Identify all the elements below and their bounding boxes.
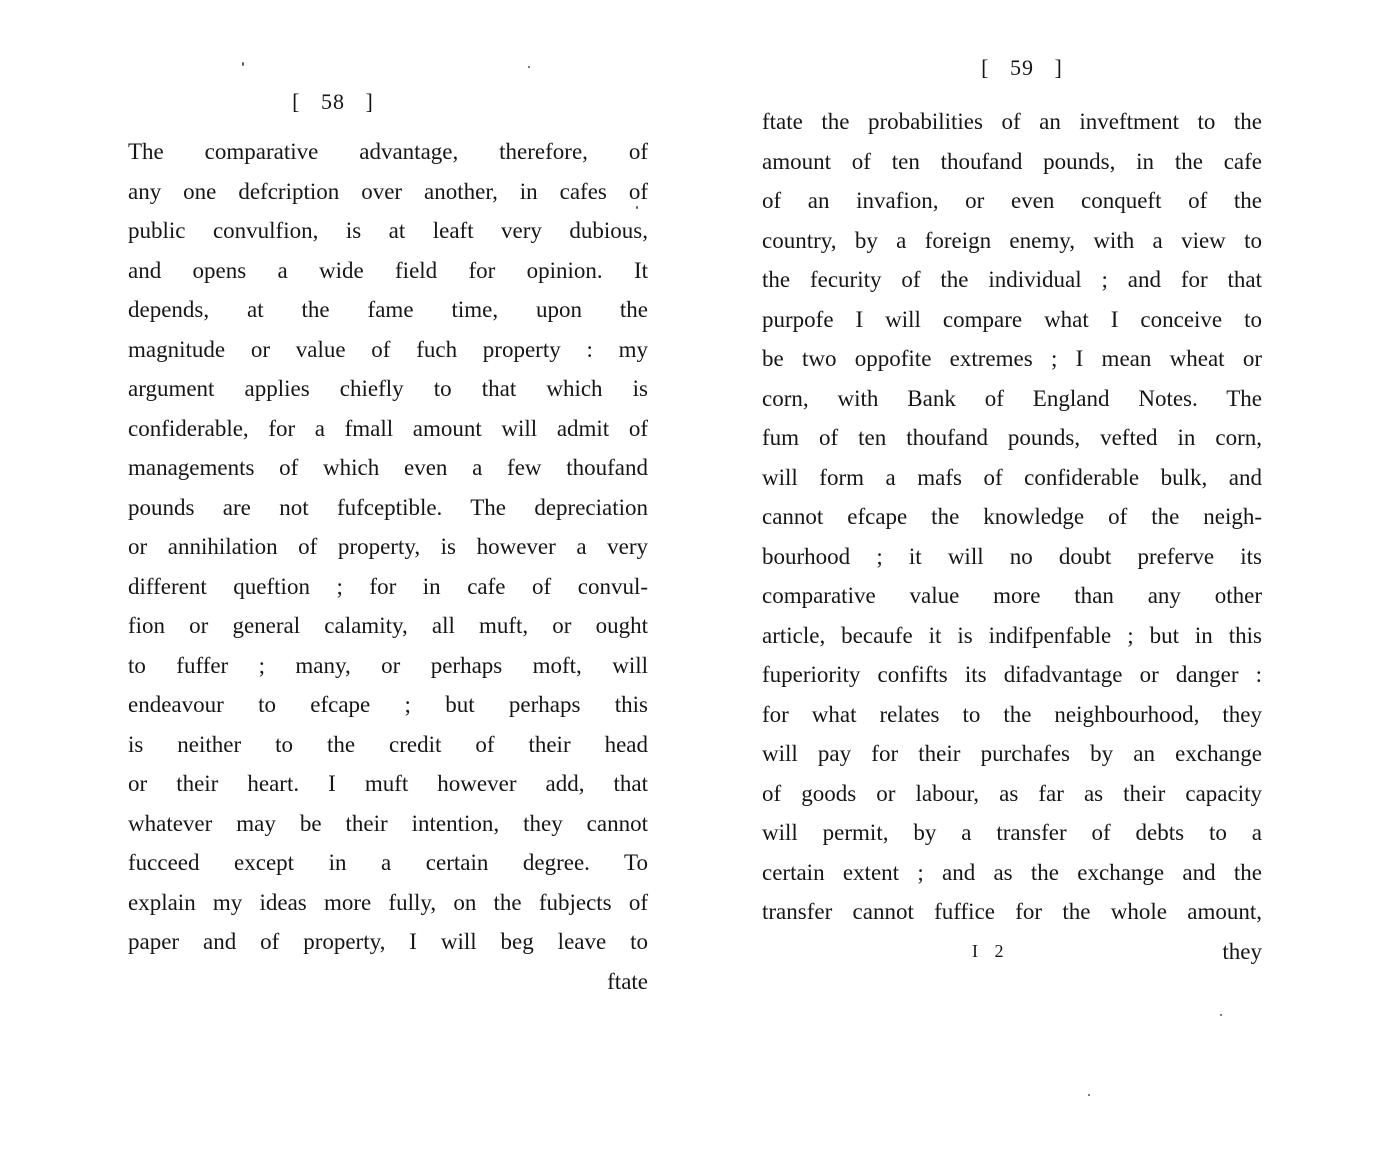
page-foot (762, 932, 1262, 971)
text-line: explain my ideas more fully, on the fubjects of (128, 889, 648, 915)
text-line: public convulfion, is at leaft very dubious, (128, 218, 648, 243)
text-line: managements of which even a few thoufand (128, 455, 648, 480)
catchword: they (1222, 938, 1262, 964)
text-line: fucceed except in a certain degree. To (128, 850, 648, 875)
text-line: is neither to the credit of their head (128, 731, 648, 757)
text-line: corn, with Bank of England Notes. The (762, 385, 1262, 411)
catchword: ftate (607, 968, 648, 994)
text-line: magnitude or value of fuch property : my (128, 336, 648, 362)
text-line: different queftion ; for in cafe of convul- (128, 573, 648, 599)
text-line: country, by a foreign enemy, with a view to (762, 227, 1262, 253)
text-line: whatever may be their intention, they cannot (128, 810, 648, 836)
text-line: will permit, by a transfer of debts to a (762, 820, 1262, 845)
text-line: transfer cannot fuffice for the whole amount, (762, 899, 1262, 924)
text-line: endeavour to efcape ; but perhaps this (128, 692, 648, 717)
text-line: for what relates to the neighbourhood, they (762, 701, 1262, 727)
page-number: [ 59 ] (981, 55, 1063, 80)
print-speck (528, 66, 530, 68)
text-line: will form a mafs of confiderable bulk, and (762, 464, 1262, 490)
text-line: paper and of property, I will beg leave to (128, 929, 648, 954)
text-line: cannot efcape the knowledge of the neigh- (762, 504, 1262, 529)
body-text (762, 102, 1262, 932)
text-line: comparative value more than any other (762, 583, 1262, 608)
text-line: of goods or labour, as far as their capacity (762, 780, 1262, 806)
print-speck (1088, 1094, 1090, 1096)
text-line: argument applies chiefly to that which is (128, 376, 648, 401)
print-speck (242, 62, 244, 66)
text-line: amount of ten thoufand pounds, in the cafe (762, 148, 1262, 174)
text-line: certain extent ; and as the exchange and the (762, 859, 1262, 885)
text-line: fum of ten thoufand pounds, vefted in corn, (762, 425, 1262, 450)
text-line: bourhood ; it will no doubt preferve its (762, 543, 1262, 569)
text-line: pounds are not fufceptible. The depreciation (128, 494, 648, 520)
text-line: depends, at the fame time, upon the (128, 297, 648, 322)
text-line: The comparative advantage, therefore, of (128, 139, 648, 164)
text-line: purpofe I will compare what I conceive to (762, 306, 1262, 332)
page-foot (128, 962, 648, 1001)
text-line: of an invafion, or even conqueft of the (762, 188, 1262, 213)
page-number: [ 58 ] (292, 89, 374, 114)
text-line: and opens a wide field for opinion. It (128, 257, 648, 283)
text-line: any one defcription over another, in cafes of (128, 178, 648, 204)
left-page (128, 84, 648, 1001)
right-page (762, 50, 1262, 971)
text-line: or annihilation of property, is however a very (128, 534, 648, 559)
text-line: fion or general calamity, all muft, or ought (128, 613, 648, 638)
text-line: ftate the probabilities of an inveftment to the (762, 109, 1262, 134)
print-speck (636, 206, 638, 209)
text-line: the fecurity of the individual ; and for that (762, 267, 1262, 292)
text-line: fuperiority confifts its difadvantage or danger : (762, 662, 1262, 687)
signature-mark: I 2 (972, 940, 1010, 961)
print-speck (1220, 1014, 1222, 1016)
text-line: be two oppofite extremes ; I mean wheat or (762, 346, 1262, 371)
body-text (128, 132, 648, 962)
text-line: to fuffer ; many, or perhaps moft, will (128, 652, 648, 678)
text-line: will pay for their purchafes by an exchange (762, 741, 1262, 766)
text-line: or their heart. I muft however add, that (128, 771, 648, 796)
text-line: confiderable, for a fmall amount will admit of (128, 415, 648, 441)
text-line: article, becaufe it is indifpenfable ; but in this (762, 622, 1262, 648)
